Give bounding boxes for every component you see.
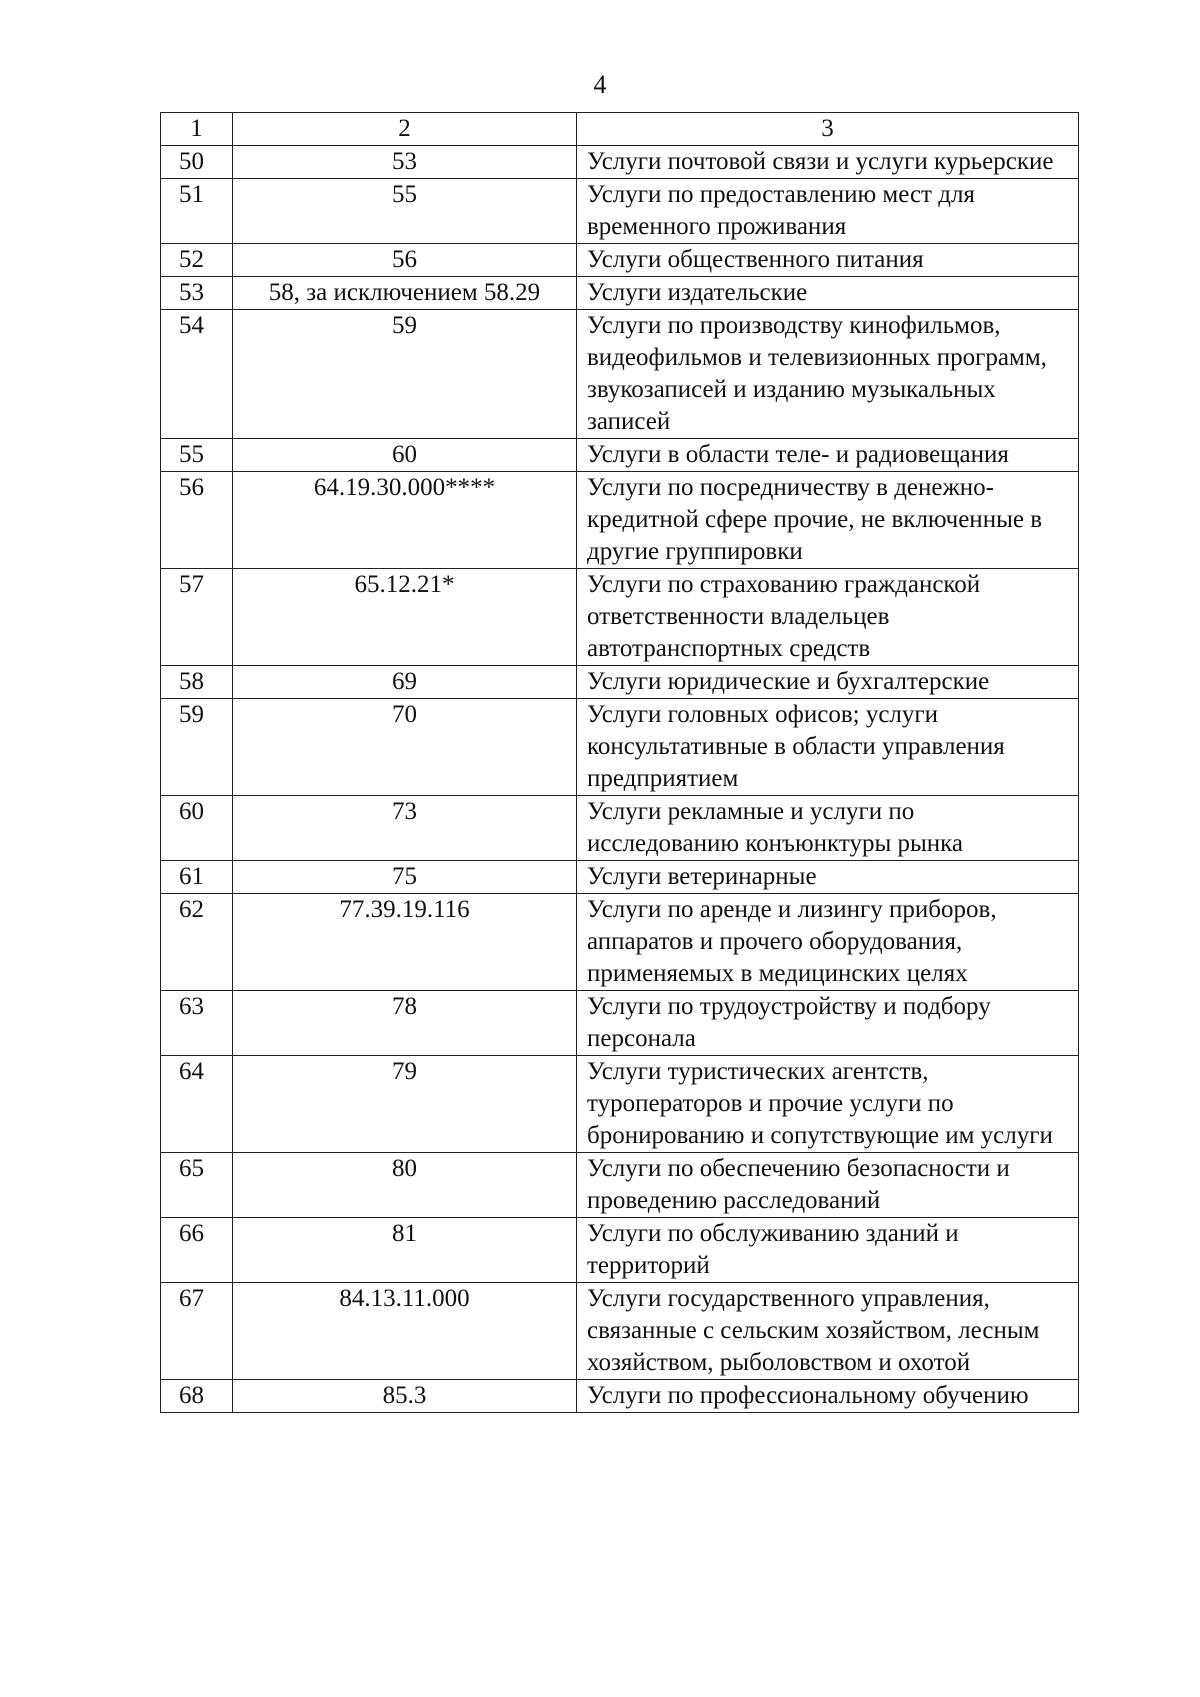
row-number-cell: 62 xyxy=(161,894,233,991)
okpd-code-cell: 59 xyxy=(233,310,577,439)
table-row xyxy=(161,1056,1079,1153)
okpd-code-cell: 55 xyxy=(233,179,577,244)
table-row xyxy=(161,569,1079,666)
table-row xyxy=(161,277,1079,310)
service-description-cell: Услуги по аренде и лизингу приборов, аппаратов и прочего оборудования, применяемых в медицинских целях xyxy=(577,894,1079,991)
okpd-code-cell: 79 xyxy=(233,1056,577,1153)
row-number-cell: 58 xyxy=(161,666,233,699)
service-description-cell: Услуги по обеспечению безопасности и проведению расследований xyxy=(577,1153,1079,1218)
table-row xyxy=(161,1218,1079,1283)
table-row xyxy=(161,666,1079,699)
table-row xyxy=(161,991,1079,1056)
service-description-cell: Услуги по производству кинофильмов, видеофильмов и телевизионных программ, звукозаписей и изданию музыкальных записей xyxy=(577,310,1079,439)
okpd-code-cell: 75 xyxy=(233,861,577,894)
services-table-body xyxy=(161,113,1079,1413)
okpd-code-cell: 64.19.30.000**** xyxy=(233,472,577,569)
page-number: 4 xyxy=(593,70,607,99)
row-number-cell: 56 xyxy=(161,472,233,569)
row-number-cell: 64 xyxy=(161,1056,233,1153)
table-row xyxy=(161,472,1079,569)
service-description-cell: Услуги общественного питания xyxy=(577,244,1079,277)
table-row xyxy=(161,244,1079,277)
okpd-code-cell: 84.13.11.000 xyxy=(233,1283,577,1380)
row-number-cell: 53 xyxy=(161,277,233,310)
service-description-cell: Услуги по профессиональному обучению xyxy=(577,1380,1079,1413)
row-number-cell: 60 xyxy=(161,796,233,861)
row-number-cell: 50 xyxy=(161,146,233,179)
okpd-code-cell: 53 xyxy=(233,146,577,179)
row-number-cell: 65 xyxy=(161,1153,233,1218)
okpd-code-cell: 77.39.19.116 xyxy=(233,894,577,991)
okpd-code-cell: 80 xyxy=(233,1153,577,1218)
table-row xyxy=(161,179,1079,244)
okpd-code-cell: 58, за исключением 58.29 xyxy=(233,277,577,310)
okpd-code-cell: 65.12.21* xyxy=(233,569,577,666)
row-number-cell: 54 xyxy=(161,310,233,439)
okpd-code-cell: 56 xyxy=(233,244,577,277)
okpd-code-cell: 70 xyxy=(233,699,577,796)
service-description-cell: Услуги юридические и бухгалтерские xyxy=(577,666,1079,699)
row-number-cell: 67 xyxy=(161,1283,233,1380)
row-number-cell: 63 xyxy=(161,991,233,1056)
table-row xyxy=(161,894,1079,991)
row-number-cell: 55 xyxy=(161,439,233,472)
service-description-cell: Услуги головных офисов; услуги консультативные в области управления предприятием xyxy=(577,699,1079,796)
table-row xyxy=(161,1153,1079,1218)
row-number-cell: 59 xyxy=(161,699,233,796)
service-description-cell: Услуги рекламные и услуги по исследованию конъюнктуры рынка xyxy=(577,796,1079,861)
services-table xyxy=(160,112,1079,1413)
row-number-cell: 51 xyxy=(161,179,233,244)
table-row xyxy=(161,439,1079,472)
table-row xyxy=(161,1283,1079,1380)
table-row xyxy=(161,796,1079,861)
okpd-code-cell: 69 xyxy=(233,666,577,699)
table-row xyxy=(161,699,1079,796)
service-description-cell: Услуги по посредничеству в денежно-кредитной сфере прочие, не включенные в другие группировки xyxy=(577,472,1079,569)
service-description-cell: Услуги по обслуживанию зданий и территорий xyxy=(577,1218,1079,1283)
row-number-cell: 52 xyxy=(161,244,233,277)
service-description-cell: Услуги издательские xyxy=(577,277,1079,310)
service-description-cell: Услуги почтовой связи и услуги курьерские xyxy=(577,146,1079,179)
table-row xyxy=(161,861,1079,894)
okpd-code-cell: 73 xyxy=(233,796,577,861)
row-number-cell: 57 xyxy=(161,569,233,666)
service-description-cell: Услуги государственного управления, связанные с сельским хозяйством, лесным хозяйством, рыболовством и охотой xyxy=(577,1283,1079,1380)
service-description-cell: Услуги туристических агентств, туроператоров и прочие услуги по бронированию и сопутствующие им услуги xyxy=(577,1056,1079,1153)
okpd-code-cell: 60 xyxy=(233,439,577,472)
table-header-row xyxy=(161,113,1079,146)
service-description-cell: Услуги ветеринарные xyxy=(577,861,1079,894)
okpd-code-cell: 85.3 xyxy=(233,1380,577,1413)
column-header-1: 1 xyxy=(161,113,233,146)
service-description-cell: Услуги по предоставлению мест для временного проживания xyxy=(577,179,1079,244)
row-number-cell: 68 xyxy=(161,1380,233,1413)
row-number-cell: 61 xyxy=(161,861,233,894)
column-header-3: 3 xyxy=(577,113,1079,146)
service-description-cell: Услуги по страхованию гражданской ответственности владельцев автотранспортных средств xyxy=(577,569,1079,666)
table-row xyxy=(161,310,1079,439)
okpd-code-cell: 81 xyxy=(233,1218,577,1283)
table-row xyxy=(161,1380,1079,1413)
row-number-cell: 66 xyxy=(161,1218,233,1283)
service-description-cell: Услуги по трудоустройству и подбору персонала xyxy=(577,991,1079,1056)
table-row xyxy=(161,146,1079,179)
service-description-cell: Услуги в области теле- и радиовещания xyxy=(577,439,1079,472)
okpd-code-cell: 78 xyxy=(233,991,577,1056)
column-header-2: 2 xyxy=(233,113,577,146)
